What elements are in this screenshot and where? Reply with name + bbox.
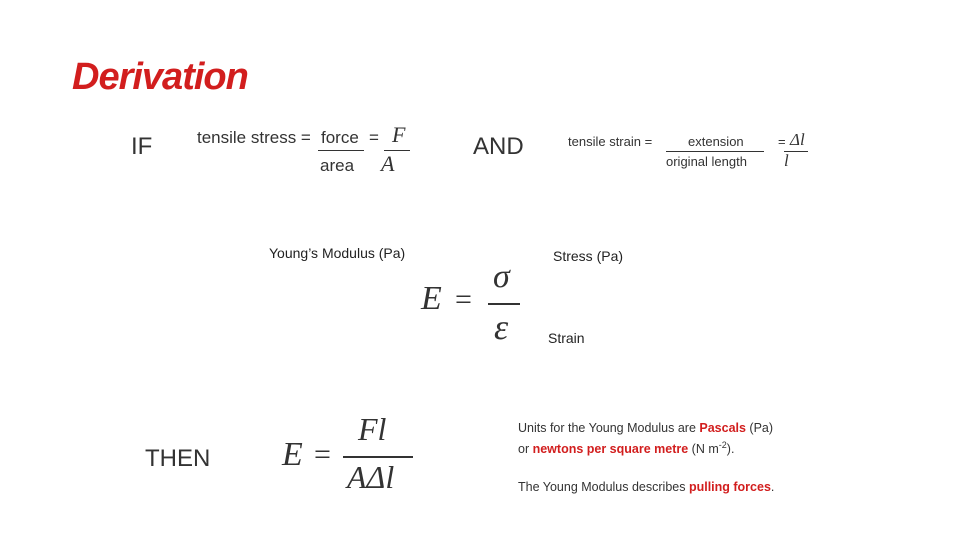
units-line-1: Units for the Young Modulus are Pascals (Pa)	[518, 421, 774, 435]
final-fraction-bar	[343, 456, 413, 458]
pascals-term: Pascals	[699, 421, 746, 435]
final-equals: =	[314, 438, 331, 471]
units-line-2: or newtons per square metre (N $m^{-2}$).	[518, 440, 735, 457]
final-symbol-e: E	[282, 436, 303, 473]
strain-numerator-symbol: Δl	[790, 130, 805, 149]
epsilon-symbol: ε	[494, 307, 509, 347]
strain-numerator-word: extension	[688, 134, 744, 149]
stress-numerator-symbol: F	[392, 122, 406, 147]
then-label: THEN	[145, 445, 211, 472]
strain-lhs: tensile strain =	[568, 134, 653, 149]
slide-title: Derivation	[72, 56, 248, 98]
if-label: IF	[131, 133, 153, 160]
stress-denominator-symbol: A	[381, 151, 395, 176]
stress-label: Stress (Pa)	[553, 248, 624, 264]
strain-fraction-bar	[666, 151, 764, 152]
stress-equals: =	[369, 128, 379, 147]
youngs-modulus-label: Young’s Modulus (Pa)	[269, 245, 406, 261]
youngs-fraction-bar	[488, 303, 520, 305]
strain-denominator-symbol: l	[784, 151, 789, 170]
stress-numerator-word: force	[321, 128, 359, 147]
units-note	[518, 420, 774, 496]
strain-denominator-word: original length	[666, 154, 747, 169]
stress-fraction-bar	[318, 150, 364, 151]
strain-equals: =	[778, 134, 786, 149]
and-label: AND	[473, 133, 524, 160]
strain-label: Strain	[548, 330, 585, 346]
newtons-term: newtons per square metre	[532, 442, 689, 457]
youngs-equals: =	[455, 283, 472, 316]
pulling-forces-term: pulling forces	[688, 480, 771, 495]
sigma-symbol: σ	[493, 258, 510, 295]
final-numerator: Fl	[358, 411, 387, 447]
units-line-3: The Young Modulus describes pulling forces.	[518, 480, 775, 495]
stress-denominator-word: area	[320, 156, 355, 175]
final-denominator: AΔl	[347, 459, 395, 495]
modulus-symbol-e: E	[421, 280, 442, 317]
stress-lhs: tensile stress =	[197, 128, 311, 147]
